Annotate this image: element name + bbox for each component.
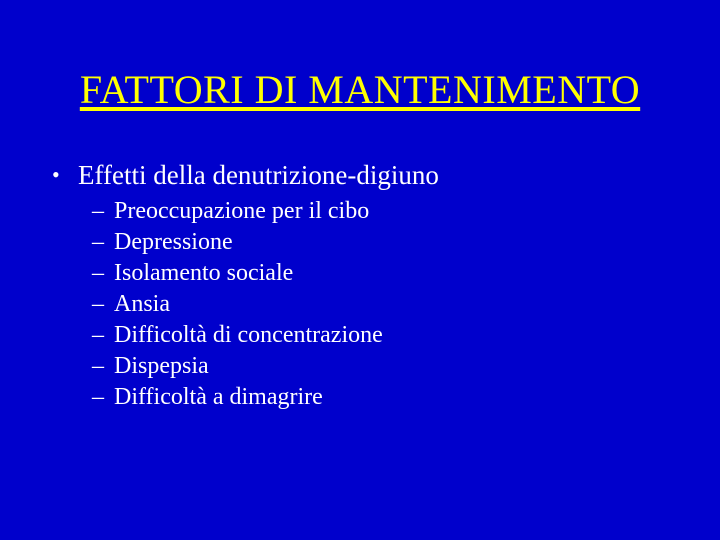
page-title: FATTORI DI MANTENIMENTO xyxy=(79,67,641,112)
dash-icon: – xyxy=(92,384,104,410)
list-item-label: Effetti della denutrizione-digiuno xyxy=(78,160,439,190)
dash-icon: – xyxy=(92,198,104,224)
dash-icon: – xyxy=(92,291,104,317)
list-item xyxy=(52,158,692,192)
list-item xyxy=(52,382,692,413)
list-item xyxy=(52,227,692,258)
list-item xyxy=(52,196,692,227)
list-item-label: Dispepsia xyxy=(114,353,209,379)
list-item-label: Difficoltà di concentrazione xyxy=(114,322,383,348)
dash-icon: – xyxy=(92,260,104,286)
dash-icon: – xyxy=(92,353,104,379)
list-item-label: Ansia xyxy=(114,291,170,317)
dash-icon: – xyxy=(92,229,104,255)
list-item xyxy=(52,258,692,289)
slide-body xyxy=(52,158,692,413)
bullet-icon: • xyxy=(52,162,60,187)
list-item xyxy=(52,320,692,351)
dash-icon: – xyxy=(92,322,104,348)
list-item-label: Depressione xyxy=(114,229,233,255)
sub-list xyxy=(52,196,692,413)
list-item-label: Preoccupazione per il cibo xyxy=(114,198,370,224)
list-item-label: Difficoltà a dimagrire xyxy=(114,384,323,410)
list-item-label: Isolamento sociale xyxy=(114,260,294,286)
list-item xyxy=(52,289,692,320)
list-item xyxy=(52,351,692,382)
